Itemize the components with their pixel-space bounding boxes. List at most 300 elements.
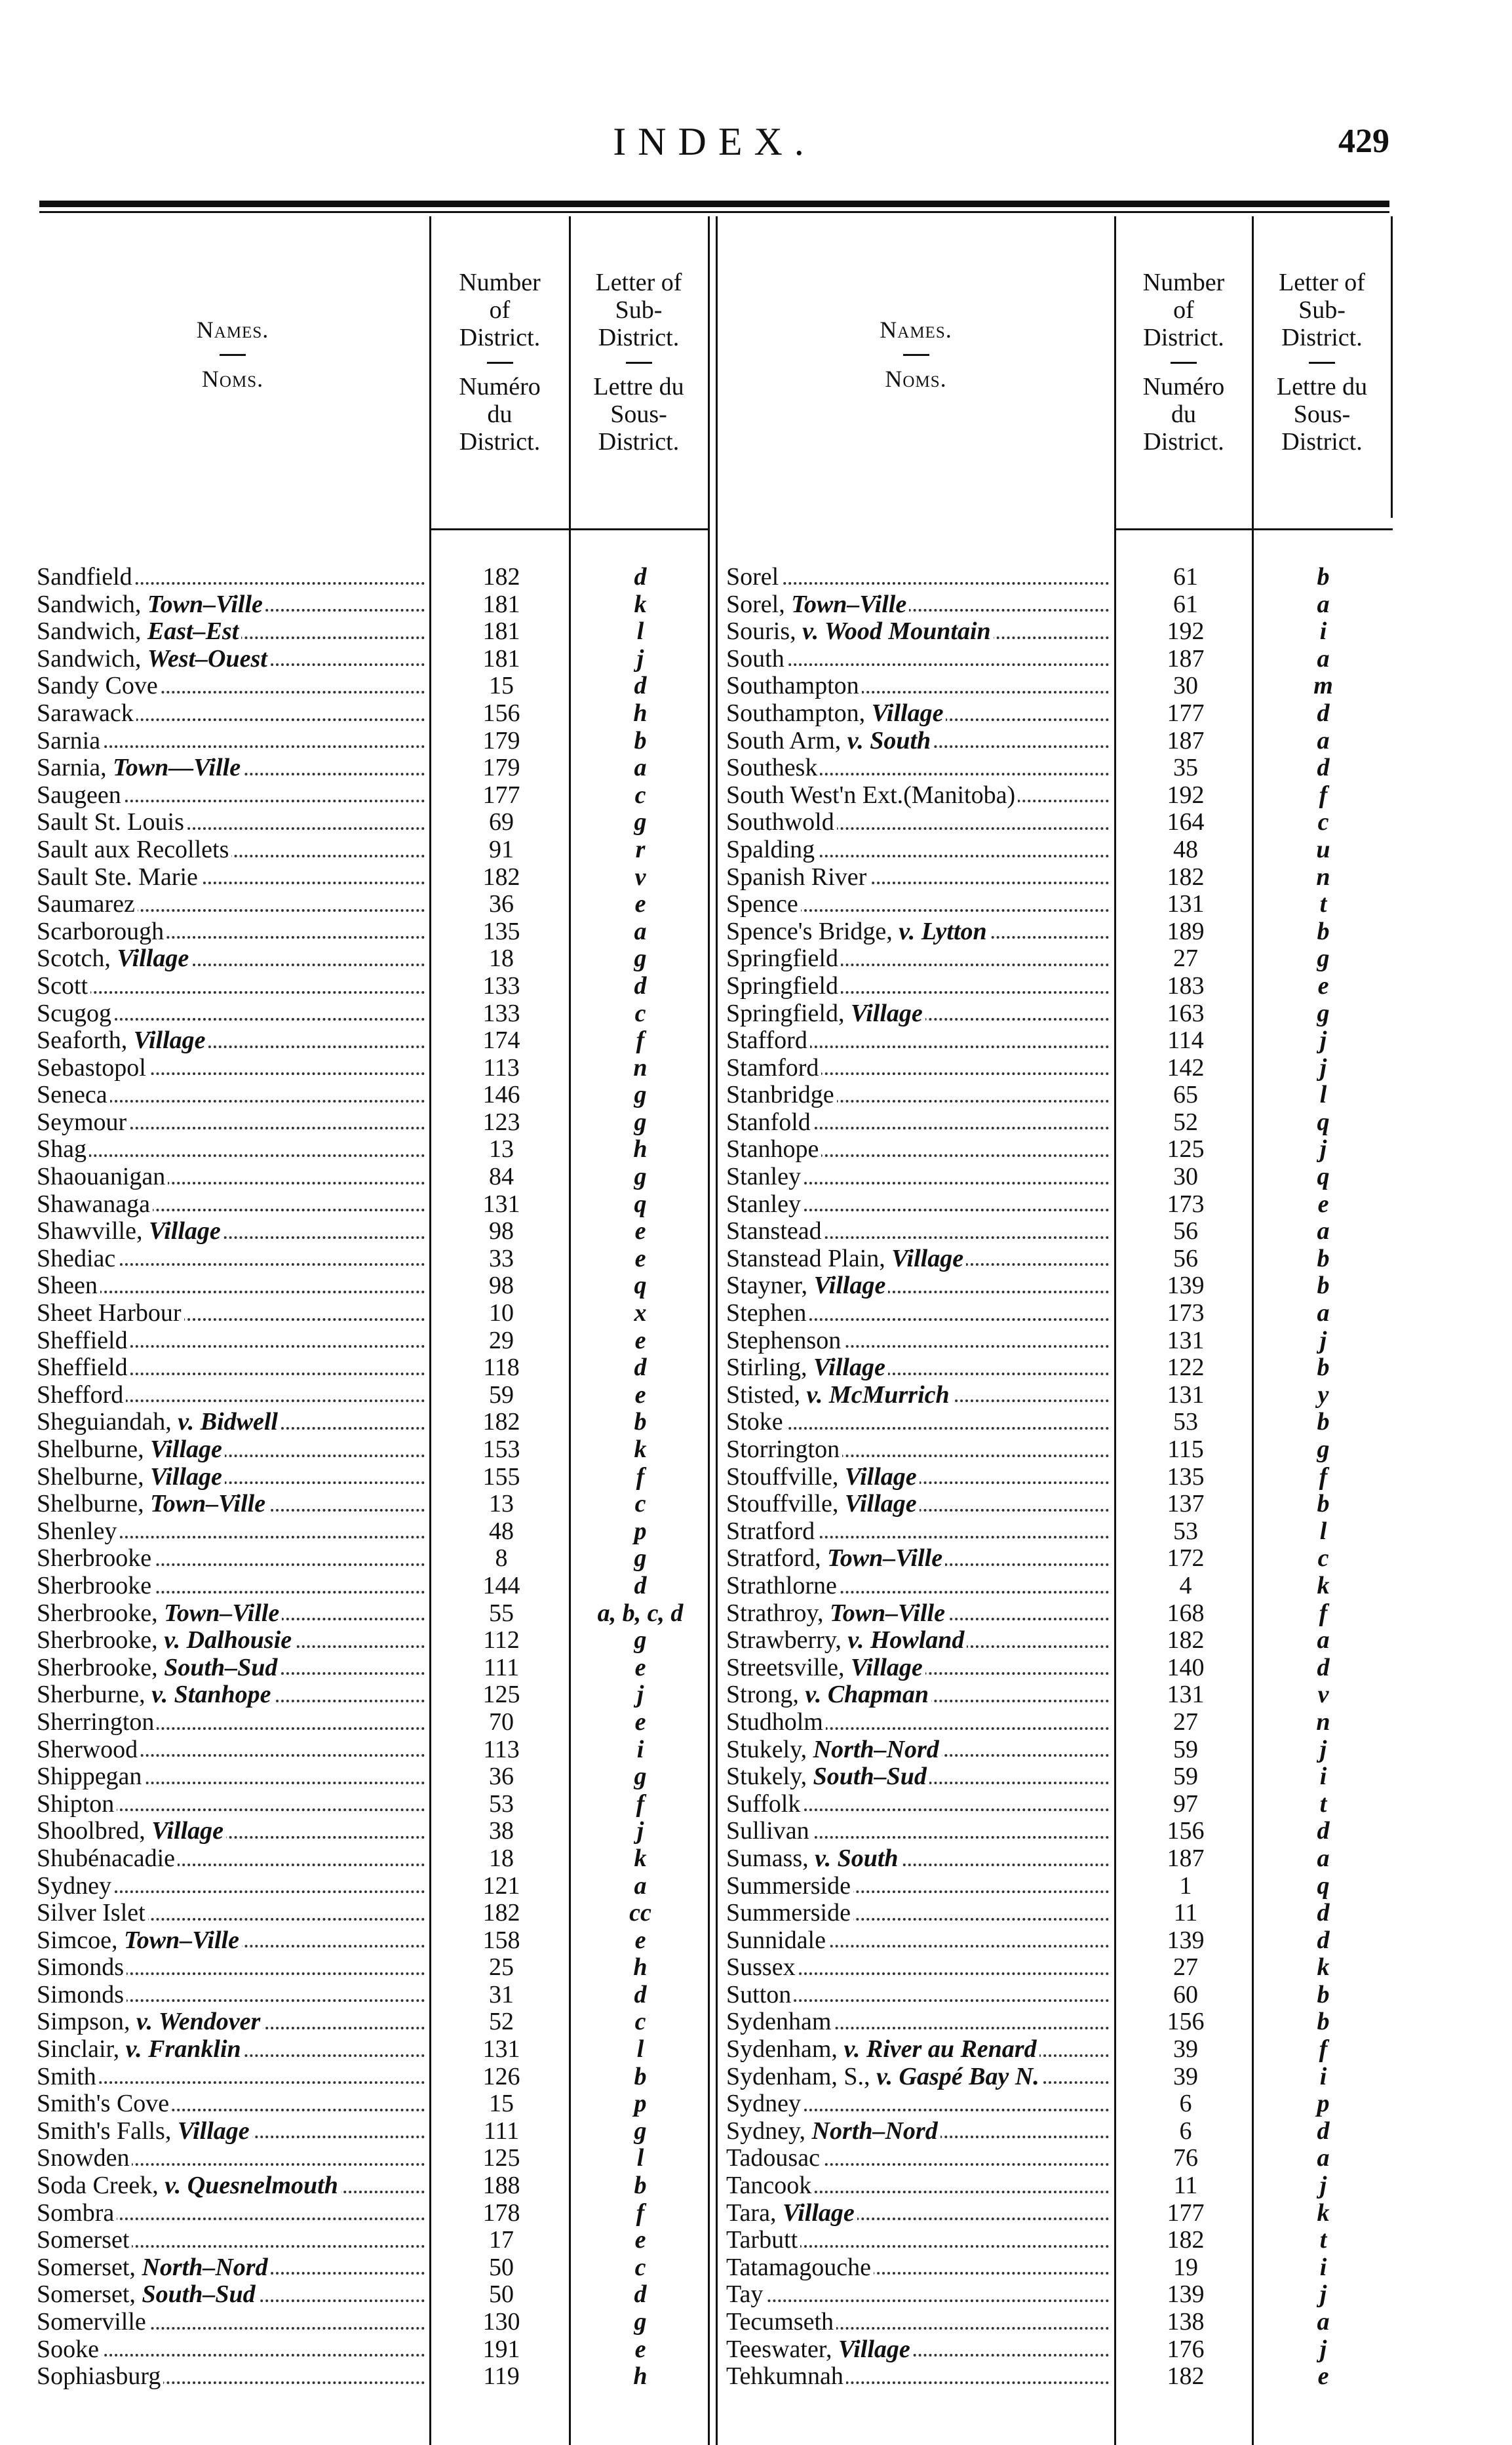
- entry-name: Strathlorne: [726, 1573, 1112, 1600]
- entry-subdistrict-letter: a: [1317, 1299, 1330, 1327]
- letter-en-line: District.: [1281, 324, 1363, 351]
- separator-center-left: [708, 216, 710, 2445]
- separator-left-number: [569, 216, 571, 2445]
- entry-name: Sarawack: [37, 700, 427, 728]
- entry-name: Stouffville, Village: [726, 1491, 1112, 1518]
- entry-subdistrict-letter: p: [634, 2090, 647, 2118]
- entry-district-number: 35: [1173, 754, 1198, 782]
- entry-name: Stisted, v. McMurrich: [726, 1382, 1112, 1409]
- entry-subdistrict-letter: l: [636, 617, 644, 646]
- entry-name: Sheffield: [37, 1354, 427, 1382]
- entry-subdistrict-letter: g: [634, 2117, 647, 2145]
- entry-district-number: 131: [482, 2035, 520, 2064]
- entry-name: Sherbrooke, South–Sud: [37, 1654, 427, 1682]
- entry-district-number: 158: [482, 1926, 520, 1954]
- entry-subdistrict-letter: e: [634, 1708, 646, 1736]
- entry-subdistrict-letter: b: [1317, 1272, 1330, 1300]
- entry-name: Sherbrooke, Town–Ville: [37, 1600, 427, 1628]
- entry-subdistrict-letter: d: [1317, 1817, 1330, 1845]
- entry-name: Tara, Village: [726, 2200, 1112, 2227]
- entry-name: Summerside: [726, 1873, 1112, 1900]
- entry-subdistrict-letter: d: [1317, 1926, 1330, 1954]
- entry-name: Shubénacadie: [37, 1845, 427, 1873]
- entry-district-number: 183: [1167, 971, 1205, 1000]
- entry-subdistrict-letter: l: [636, 2035, 644, 2064]
- left-names-column: [37, 564, 427, 2391]
- entry-subdistrict-letter: a: [634, 754, 647, 782]
- entry-name: South Arm, v. South: [726, 728, 1112, 755]
- number-en-line: District.: [1143, 324, 1224, 351]
- entry-name: Stukely, North–Nord: [726, 1736, 1112, 1764]
- entry-name: Sault aux Recollets: [37, 836, 427, 864]
- entry-subdistrict-letter: e: [634, 2226, 646, 2254]
- entry-subdistrict-letter: h: [633, 2362, 648, 2391]
- entry-district-number: 140: [1167, 1653, 1205, 1681]
- header-rule-thin: [39, 211, 1389, 213]
- entry-subdistrict-letter: g: [634, 1163, 647, 1191]
- entry-district-number: 172: [1167, 1544, 1205, 1573]
- letter-en-line: Letter of: [595, 269, 682, 296]
- entry-subdistrict-letter: x: [634, 1299, 647, 1327]
- entry-district-number: 182: [482, 1408, 520, 1436]
- entry-district-number: 156: [1167, 2008, 1205, 2036]
- page-number: 429: [1338, 123, 1389, 160]
- entry-name: Soda Creek, v. Quesnelmouth: [37, 2172, 427, 2200]
- entry-name: Somerset, North–Nord: [37, 2254, 427, 2282]
- entry-subdistrict-letter: q: [1317, 1163, 1330, 1191]
- letter-fr-line: Lettre du: [593, 373, 684, 401]
- entry-district-number: 38: [489, 1817, 514, 1845]
- entry-subdistrict-letter: a: [1317, 1844, 1330, 1872]
- entry-name: Shediac: [37, 1245, 427, 1273]
- entry-name: Stouffville, Village: [726, 1464, 1112, 1491]
- entry-district-number: 25: [489, 1953, 514, 1982]
- entry-district-number: 52: [489, 2008, 514, 2036]
- header-dash: [487, 362, 513, 364]
- entry-name: Silver Islet: [37, 1900, 427, 1927]
- entry-district-number: 50: [489, 2253, 514, 2281]
- entry-name: Smith: [37, 2064, 427, 2091]
- entry-subdistrict-letter: n: [1316, 1708, 1330, 1736]
- entry-district-number: 56: [1173, 1217, 1198, 1245]
- entry-district-number: 6: [1179, 2090, 1192, 2118]
- entry-name: Shaouanigan: [37, 1164, 427, 1191]
- header-number-right: [1117, 269, 1250, 456]
- entry-subdistrict-letter: t: [1319, 890, 1327, 918]
- entry-name: Stamford: [726, 1055, 1112, 1082]
- entry-name: Seneca: [37, 1082, 427, 1109]
- entry-district-number: 27: [1173, 1708, 1198, 1736]
- entry-district-number: 121: [482, 1871, 520, 1900]
- entry-district-number: 177: [1167, 699, 1205, 727]
- entry-subdistrict-letter: q: [1317, 1108, 1330, 1136]
- entry-district-number: 181: [482, 617, 520, 646]
- entry-name: Spence's Bridge, v. Lytton: [726, 918, 1112, 946]
- entry-subdistrict-letter: c: [1317, 1544, 1329, 1573]
- entry-name: Shefford: [37, 1382, 427, 1409]
- entry-district-number: 18: [489, 1844, 514, 1872]
- entry-name: Saugeen: [37, 782, 427, 810]
- entry-district-number: 125: [482, 2144, 520, 2172]
- entry-district-number: 48: [489, 1517, 514, 1545]
- entry-name: Sherbrooke, v. Dalhousie: [37, 1627, 427, 1654]
- entry-name: Southampton, Village: [726, 700, 1112, 728]
- entry-district-number: 11: [1173, 2172, 1198, 2200]
- separator-left-names: [429, 216, 431, 2445]
- entry-district-number: 164: [1167, 808, 1205, 836]
- entry-name: Sheet Harbour: [37, 1300, 427, 1327]
- entry-subdistrict-letter: b: [1317, 563, 1330, 591]
- number-en-line: of: [489, 296, 511, 324]
- letter-en-line: Sub-: [615, 296, 663, 324]
- entry-district-number: 181: [482, 644, 520, 673]
- entry-district-number: 191: [482, 2335, 520, 2363]
- entry-name: Sherrington: [37, 1709, 427, 1736]
- header-bottom-rule-left: [429, 528, 710, 530]
- entry-district-number: 173: [1167, 1299, 1205, 1327]
- entry-subdistrict-letter: v: [634, 863, 646, 891]
- entry-district-number: 139: [1167, 1926, 1205, 1954]
- entry-subdistrict-letter: i: [1319, 2253, 1327, 2281]
- entry-subdistrict-letter: e: [634, 890, 646, 918]
- letter-fr-line: District.: [1281, 428, 1363, 456]
- entry-subdistrict-letter: i: [1319, 1763, 1327, 1791]
- letter-fr-line: Lettre du: [1276, 373, 1368, 401]
- entry-district-number: 61: [1173, 563, 1198, 591]
- entry-name: Stoke: [726, 1409, 1112, 1436]
- entry-subdistrict-letter: c: [634, 781, 646, 809]
- entry-name: Somerset, South–Sud: [37, 2281, 427, 2309]
- entry-subdistrict-letter: f: [636, 2199, 645, 2227]
- header-rule-thick: [39, 201, 1389, 207]
- entry-name: Suffolk: [726, 1791, 1112, 1818]
- separator-right-number: [1252, 216, 1254, 2445]
- entry-subdistrict-letter: b: [634, 726, 647, 754]
- entry-district-number: 113: [483, 1053, 520, 1082]
- entry-subdistrict-letter: b: [1317, 1354, 1330, 1382]
- entry-subdistrict-letter: c: [634, 1490, 646, 1518]
- entry-district-number: 187: [1167, 1844, 1205, 1872]
- entry-subdistrict-letter: d: [1317, 754, 1330, 782]
- entry-subdistrict-letter: l: [636, 2144, 644, 2172]
- entry-subdistrict-letter: a: [1317, 726, 1330, 754]
- entry-district-number: 179: [482, 726, 520, 754]
- entry-district-number: 39: [1173, 2035, 1198, 2064]
- entry-name: Sheguiandah, v. Bidwell: [37, 1409, 427, 1436]
- entry-district-number: 146: [482, 1081, 520, 1109]
- entry-district-number: 48: [1173, 835, 1198, 863]
- entry-name: Teeswater, Village: [726, 2336, 1112, 2364]
- entry-subdistrict-letter: a: [634, 1871, 647, 1900]
- entry-name: Scott: [37, 973, 427, 1000]
- entry-district-number: 153: [482, 1436, 520, 1463]
- names-en-label: Names.: [196, 317, 269, 343]
- entry-subdistrict-letter: n: [633, 1053, 648, 1082]
- entry-name: Simonds: [37, 1982, 427, 2009]
- entry-district-number: 182: [482, 863, 520, 891]
- entry-subdistrict-letter: a: [1317, 644, 1330, 673]
- entry-name: Sebastopol: [37, 1055, 427, 1082]
- entry-name: Simonds: [37, 1954, 427, 1982]
- number-fr-line: District.: [459, 428, 541, 456]
- entry-district-number: 27: [1173, 945, 1198, 973]
- entry-district-number: 97: [1173, 1790, 1198, 1818]
- entry-name: Saumarez: [37, 891, 427, 918]
- entry-name: Somerville: [37, 2309, 427, 2336]
- entry-district-number: 168: [1167, 1599, 1205, 1627]
- entry-name: Stanstead Plain, Village: [726, 1245, 1112, 1273]
- entry-subdistrict-letter: h: [633, 699, 648, 727]
- entry-subdistrict-letter: j: [636, 644, 644, 673]
- entry-name: Sussex: [726, 1954, 1112, 1982]
- entry-name: Sombra: [37, 2200, 427, 2227]
- entry-district-number: 182: [482, 563, 520, 591]
- header-dash: [903, 354, 929, 356]
- entry-name: Snowden: [37, 2145, 427, 2172]
- names-en-label: Names.: [880, 317, 952, 343]
- entry-district-number: 112: [483, 1626, 520, 1654]
- entry-district-number: 53: [489, 1790, 514, 1818]
- entry-name: Sarnia: [37, 728, 427, 755]
- entry-subdistrict-letter: j: [636, 1817, 644, 1845]
- entry-name: Sorel: [726, 564, 1112, 591]
- entry-subdistrict-letter: n: [1316, 863, 1330, 891]
- entry-name: Tehkumnah: [726, 2363, 1112, 2391]
- entry-district-number: 11: [1173, 1899, 1198, 1927]
- entry-name: Shelburne, Town–Ville: [37, 1491, 427, 1518]
- entry-district-number: 10: [489, 1299, 514, 1327]
- entry-subdistrict-letter: q: [634, 1272, 647, 1300]
- entry-subdistrict-letter: y: [1317, 1380, 1329, 1409]
- entry-name: Sydney: [37, 1873, 427, 1900]
- entry-subdistrict-letter: c: [634, 2008, 646, 2036]
- entry-name: Sheffield: [37, 1327, 427, 1355]
- entry-subdistrict-letter: e: [1317, 1190, 1329, 1218]
- entry-name: Stanley: [726, 1164, 1112, 1191]
- entry-name: Southampton: [726, 673, 1112, 700]
- entry-name: Stanbridge: [726, 1082, 1112, 1109]
- entry-name: South: [726, 646, 1112, 673]
- header-dash: [1309, 362, 1335, 364]
- entry-subdistrict-letter: d: [634, 1571, 647, 1599]
- letter-fr-line: District.: [598, 428, 680, 456]
- entry-name: Smith's Cove: [37, 2090, 427, 2118]
- entry-district-number: 52: [1173, 1108, 1198, 1136]
- entry-subdistrict-letter: e: [634, 1926, 646, 1954]
- entry-district-number: 70: [489, 1708, 514, 1736]
- entry-name: Stanfold: [726, 1109, 1112, 1137]
- entry-name: Somerset: [37, 2227, 427, 2254]
- entry-subdistrict-letter: a, b, c, d: [597, 1599, 684, 1627]
- entry-subdistrict-letter: d: [634, 1354, 647, 1382]
- entry-district-number: 98: [489, 1217, 514, 1245]
- entry-name: Sherwood: [37, 1736, 427, 1764]
- entry-subdistrict-letter: e: [634, 1380, 646, 1409]
- entry-district-number: 176: [1167, 2335, 1205, 2363]
- entry-district-number: 155: [482, 1462, 520, 1491]
- entry-name: Sarnia, Town—Ville: [37, 754, 427, 782]
- header-dash: [220, 354, 246, 356]
- entry-name: Stratford: [726, 1518, 1112, 1546]
- entry-name: Stanhope: [726, 1136, 1112, 1164]
- entry-district-number: 65: [1173, 1081, 1198, 1109]
- entry-subdistrict-letter: j: [1319, 1135, 1327, 1164]
- entry-district-number: 55: [489, 1599, 514, 1627]
- entry-name: Sydenham: [726, 2008, 1112, 2036]
- entry-district-number: 119: [483, 2362, 520, 2391]
- number-fr-line: Numéro: [459, 373, 541, 401]
- entry-name: Sumass, v. South: [726, 1845, 1112, 1873]
- entry-name: Stayner, Village: [726, 1272, 1112, 1300]
- header-bottom-rule-right: [1114, 528, 1393, 530]
- entry-name: Stanley: [726, 1191, 1112, 1219]
- entry-subdistrict-letter: e: [1317, 971, 1329, 1000]
- entry-district-number: 1: [1179, 1871, 1192, 1900]
- entry-district-number: 59: [1173, 1763, 1198, 1791]
- number-en-line: of: [1173, 296, 1194, 324]
- entry-subdistrict-letter: g: [634, 945, 647, 973]
- entry-subdistrict-letter: j: [1319, 2172, 1327, 2200]
- entry-subdistrict-letter: b: [1317, 1490, 1330, 1518]
- entry-district-number: 135: [482, 917, 520, 945]
- entry-name: Stanstead: [726, 1218, 1112, 1245]
- entry-district-number: 187: [1167, 726, 1205, 754]
- entry-district-number: 133: [482, 999, 520, 1027]
- entry-district-number: 59: [489, 1380, 514, 1409]
- entry-district-number: 36: [489, 890, 514, 918]
- entry-name: Summerside: [726, 1900, 1112, 1927]
- entry-district-number: 33: [489, 1244, 514, 1272]
- letter-en-line: Letter of: [1279, 269, 1365, 296]
- entry-name: Sooke: [37, 2336, 427, 2364]
- page-header: [39, 119, 1389, 172]
- entry-name: Stafford: [726, 1027, 1112, 1055]
- entry-name: Stephen: [726, 1300, 1112, 1327]
- entry-name: Sandwich, Town–Ville: [37, 591, 427, 619]
- entry-subdistrict-letter: q: [1317, 1871, 1330, 1900]
- page-title: INDEX.: [613, 120, 816, 163]
- entry-subdistrict-letter: h: [633, 1953, 648, 1982]
- entry-subdistrict-letter: e: [1317, 2362, 1329, 2391]
- entry-district-number: 137: [1167, 1490, 1205, 1518]
- entry-name: Sandfield: [37, 564, 427, 591]
- separator-right-names: [1114, 216, 1116, 2445]
- entry-name: Sydney: [726, 2090, 1112, 2118]
- entry-subdistrict-letter: f: [1319, 1462, 1328, 1491]
- entry-district-number: 125: [482, 1681, 520, 1709]
- entry-name: Shelburne, Village: [37, 1436, 427, 1464]
- entry-name: Stirling, Village: [726, 1354, 1112, 1382]
- entry-subdistrict-letter: cc: [629, 1899, 651, 1927]
- entry-subdistrict-letter: d: [1317, 699, 1330, 727]
- entry-district-number: 98: [489, 1272, 514, 1300]
- entry-district-number: 19: [1173, 2253, 1198, 2281]
- separator-center-right: [716, 216, 718, 2445]
- entry-district-number: 188: [482, 2172, 520, 2200]
- header-dash: [626, 362, 652, 364]
- entry-name: Shippegan: [37, 1763, 427, 1791]
- entry-district-number: 182: [1167, 863, 1205, 891]
- entry-district-number: 182: [1167, 2226, 1205, 2254]
- left-number-column: [440, 564, 562, 2391]
- entry-subdistrict-letter: j: [636, 1681, 644, 1709]
- entry-subdistrict-letter: a: [1317, 1217, 1330, 1245]
- number-fr-line: du: [1171, 401, 1196, 428]
- entry-name: Scarborough: [37, 918, 427, 946]
- entry-name: Shag: [37, 1136, 427, 1164]
- entry-district-number: 131: [1167, 1681, 1205, 1709]
- entry-district-number: 8: [495, 1544, 508, 1573]
- letter-fr-line: Sous-: [610, 401, 667, 428]
- entry-district-number: 173: [1167, 1190, 1205, 1218]
- entry-name: Sydney, North–Nord: [726, 2118, 1112, 2145]
- entry-district-number: 50: [489, 2280, 514, 2309]
- entry-district-number: 122: [1167, 1354, 1205, 1382]
- entry-subdistrict-letter: m: [1313, 672, 1333, 700]
- entry-name: Tadousac: [726, 2145, 1112, 2172]
- entry-subdistrict-letter: e: [634, 2335, 646, 2363]
- entry-district-number: 131: [482, 1190, 520, 1218]
- entry-subdistrict-letter: u: [1316, 835, 1330, 863]
- entry-subdistrict-letter: b: [1317, 917, 1330, 945]
- number-en-line: Number: [1142, 269, 1225, 296]
- entry-name: Sheen: [37, 1272, 427, 1300]
- entry-district-number: 30: [1173, 672, 1198, 700]
- letter-en-line: District.: [598, 324, 680, 351]
- entry-district-number: 115: [1167, 1436, 1204, 1463]
- entry-district-number: 4: [1179, 1571, 1192, 1599]
- entry-subdistrict-letter: c: [1317, 808, 1329, 836]
- entry-district-number: 53: [1173, 1517, 1198, 1545]
- entry-name: Strathroy, Town–Ville: [726, 1600, 1112, 1628]
- entry-district-number: 131: [1167, 1326, 1205, 1354]
- entry-district-number: 182: [1167, 1626, 1205, 1654]
- entry-name: Stratford, Town–Ville: [726, 1545, 1112, 1573]
- entry-district-number: 131: [1167, 1380, 1205, 1409]
- entry-subdistrict-letter: j: [1319, 1326, 1327, 1354]
- entry-name: Spence: [726, 891, 1112, 918]
- entry-subdistrict-letter: e: [634, 1217, 646, 1245]
- entry-subdistrict-letter: l: [1319, 1081, 1327, 1109]
- entry-name: Shelburne, Village: [37, 1464, 427, 1491]
- entry-district-number: 126: [482, 2062, 520, 2090]
- header-dash: [1171, 362, 1197, 364]
- entry-name: Sophiasburg: [37, 2363, 427, 2391]
- entry-district-number: 156: [482, 699, 520, 727]
- entry-subdistrict-letter: d: [1317, 1653, 1330, 1681]
- entry-subdistrict-letter: d: [634, 1980, 647, 2008]
- entry-district-number: 187: [1167, 644, 1205, 673]
- entry-name: Southwold: [726, 809, 1112, 836]
- entry-district-number: 135: [1167, 1462, 1205, 1491]
- entry-district-number: 133: [482, 971, 520, 1000]
- entry-district-number: 15: [489, 2090, 514, 2118]
- entry-district-number: 179: [482, 754, 520, 782]
- entry-name: Shawanaga: [37, 1191, 427, 1219]
- entry-district-number: 156: [1167, 1817, 1205, 1845]
- entry-subdistrict-letter: f: [1319, 1599, 1328, 1627]
- entry-district-number: 30: [1173, 1163, 1198, 1191]
- entry-district-number: 182: [1167, 2362, 1205, 2391]
- entry-district-number: 84: [489, 1163, 514, 1191]
- entry-district-number: 181: [482, 590, 520, 618]
- entry-subdistrict-letter: g: [634, 1763, 647, 1791]
- entry-district-number: 192: [1167, 617, 1205, 646]
- entry-name: Springfield, Village: [726, 1000, 1112, 1028]
- entry-subdistrict-letter: f: [636, 1790, 645, 1818]
- entry-subdistrict-letter: g: [634, 1108, 647, 1136]
- entry-subdistrict-letter: f: [1319, 781, 1328, 809]
